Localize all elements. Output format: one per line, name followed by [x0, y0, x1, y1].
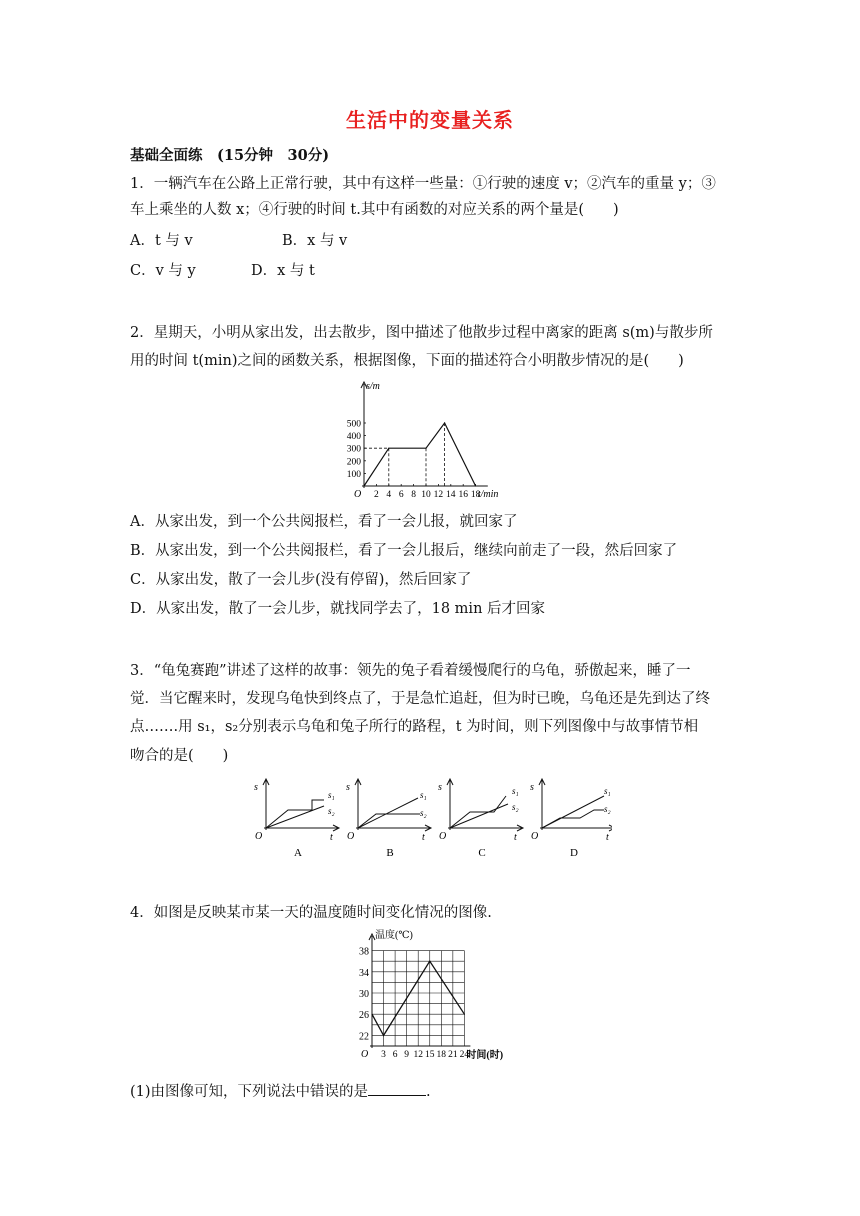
x-tick-label: 12	[413, 1050, 423, 1060]
x-tick-label: 9	[404, 1050, 410, 1060]
q2-line1: 2．星期天，小明从家出发，出去散步，图中描述了他散步过程中离家的距离 s(m)与散步所	[130, 325, 713, 341]
y-tick-label: 26	[359, 1010, 369, 1022]
x-tick-label: 3	[381, 1050, 386, 1060]
y-axis-label: s/m	[366, 381, 380, 392]
q1-option-c[interactable]: C．v 与 y	[130, 263, 196, 279]
data-point	[425, 448, 426, 449]
q1-option-d[interactable]: D．x 与 t	[251, 263, 315, 279]
x-tick-label: 14	[446, 490, 456, 500]
q2-distance-time-chart	[336, 378, 536, 500]
y-tick-label: 30	[359, 989, 369, 1000]
s2-label: s₂	[604, 804, 611, 814]
y-tick-label: 200	[346, 457, 361, 468]
s1-label: s₁	[512, 786, 519, 796]
data-point	[444, 422, 445, 423]
y-tick-label: 400	[346, 432, 361, 443]
q4-sub1	[130, 1081, 431, 1102]
s-label: s	[346, 782, 350, 793]
page-title: 生活中的变量关系	[346, 108, 514, 132]
section-heading: 基础全面练 (15分钟 30分)	[130, 147, 330, 164]
origin-label: O	[439, 831, 447, 842]
q3-line1: 3．“龟兔赛跑”讲述了这样的故事：领先的兔子看着缓慢爬行的乌龟，骄傲起来，睡了一	[130, 663, 691, 679]
origin-label: O	[255, 831, 263, 842]
s2-line	[542, 810, 604, 828]
x-axis-label: t/min	[477, 489, 499, 500]
t-label: t	[330, 832, 333, 843]
answer-blank[interactable]	[368, 1081, 426, 1096]
q3-line4: 吻合的是( )	[130, 748, 229, 764]
graph-label: B	[386, 847, 394, 859]
x-tick-label: 6	[398, 490, 404, 500]
s-label: s	[530, 782, 534, 793]
x-tick-label: 6	[392, 1050, 398, 1060]
s2-line	[266, 806, 324, 828]
s2-label: s₂	[328, 806, 335, 816]
x-tick-label: 12	[433, 490, 444, 500]
q2-option-a[interactable]: A．从家出发，到一个公共阅报栏，看了一会儿报，就回家了	[130, 514, 518, 530]
data-point	[475, 485, 476, 486]
x-tick-label: 10	[421, 490, 431, 500]
q2-line2: 用的时间 t(min)之间的函数关系，根据图像，下面的描述符合小明散步情况的是( )	[130, 353, 684, 369]
q1-line2: 车上乘坐的人数 x；④行驶的时间 t.其中有函数的对应关系的两个量是( )	[130, 202, 619, 218]
q2-option-b[interactable]: B．从家出发，到一个公共阅报栏，看了一会儿报后，继续向前走了一段，然后回家了	[130, 543, 678, 559]
y-tick-label: 300	[346, 444, 361, 455]
origin-label: O	[347, 831, 355, 842]
y-axis-label: 温度(℃)	[375, 930, 413, 941]
data-point	[383, 1035, 384, 1036]
x-axis-label: 时间(时)	[466, 1050, 504, 1061]
q2-option-d[interactable]: D．从家出发，散了一会儿步，就找同学去了，18 min 后才回家	[130, 601, 546, 617]
q1-line1: 1．一辆汽车在公路上正常行驶，其中有这样一些量：①行驶的速度 v；②汽车的重量 y；③	[130, 176, 716, 192]
q2-option-c[interactable]: C．从家出发，散了一会儿步(没有停留)，然后回家了	[130, 572, 472, 588]
q4-line1: 4．如图是反映某市某一天的温度随时间变化情况的图像.	[130, 905, 492, 921]
y-tick-label: 34	[359, 967, 369, 979]
q3-option-graphs	[252, 776, 612, 862]
data-point	[371, 1014, 372, 1015]
graph-a	[254, 779, 339, 859]
s2-line	[358, 814, 420, 828]
data-point	[388, 448, 389, 449]
y-tick-label: 500	[346, 419, 361, 430]
graph-label: C	[478, 847, 486, 859]
t-label: t	[514, 832, 517, 843]
s1-label: s₁	[420, 790, 427, 800]
x-tick-label: 2	[374, 490, 379, 500]
x-tick-label: 8	[411, 490, 416, 500]
q1-option-b[interactable]: B．x 与 v	[282, 233, 348, 249]
x-tick-label: 21	[448, 1050, 458, 1060]
s2-line	[450, 804, 508, 828]
x-tick-label: 18	[470, 490, 481, 500]
s1-label: s₁	[604, 786, 611, 796]
q3-line2: 觉．当它醒来时，发现乌龟快到终点了，于是急忙追赶，但为时已晚，乌龟还是先到达了终	[130, 691, 710, 707]
s2-label: s₂	[512, 802, 519, 812]
data-point	[363, 485, 364, 486]
y-tick-label: 100	[346, 469, 361, 480]
y-tick-label: 38	[359, 946, 369, 958]
origin-label: O	[361, 1049, 369, 1060]
s1-line	[358, 798, 418, 828]
graph-label: D	[570, 847, 578, 859]
graph-d	[530, 779, 612, 859]
q3-line3: 点…….用 s₁，s₂分别表示乌龟和兔子所行的路程，t 为时间，则下列图像中与故事情节相	[130, 719, 699, 735]
graph-c	[438, 779, 523, 859]
graph-label: A	[294, 847, 302, 859]
s2-label: s₂	[420, 808, 427, 818]
t-label: t	[606, 832, 609, 843]
data-point	[464, 1014, 465, 1015]
s1-line	[450, 796, 506, 828]
x-tick-label: 16	[458, 490, 468, 500]
s1-line	[266, 800, 324, 828]
s-label: s	[254, 782, 258, 793]
distance-line	[364, 423, 476, 486]
q4-sub1-text: (1)由图像可知，下列说法中错误的是	[130, 1084, 369, 1100]
s-label: s	[438, 782, 442, 793]
graph-b	[346, 779, 431, 859]
x-tick-label: 24	[459, 1050, 470, 1060]
q4-temperature-chart	[342, 928, 532, 1066]
origin-label: O	[354, 489, 362, 500]
origin-label: O	[531, 831, 539, 842]
q4-sub1-end: .	[426, 1084, 431, 1100]
x-tick-label: 15	[425, 1050, 435, 1060]
data-point	[429, 961, 430, 962]
y-tick-label: 22	[359, 1031, 369, 1043]
x-tick-label: 4	[386, 490, 392, 500]
s1-label: s₁	[328, 790, 335, 800]
q1-option-a[interactable]: A．t 与 v	[130, 233, 193, 249]
x-tick-label: 18	[436, 1050, 447, 1060]
t-label: t	[422, 832, 425, 843]
